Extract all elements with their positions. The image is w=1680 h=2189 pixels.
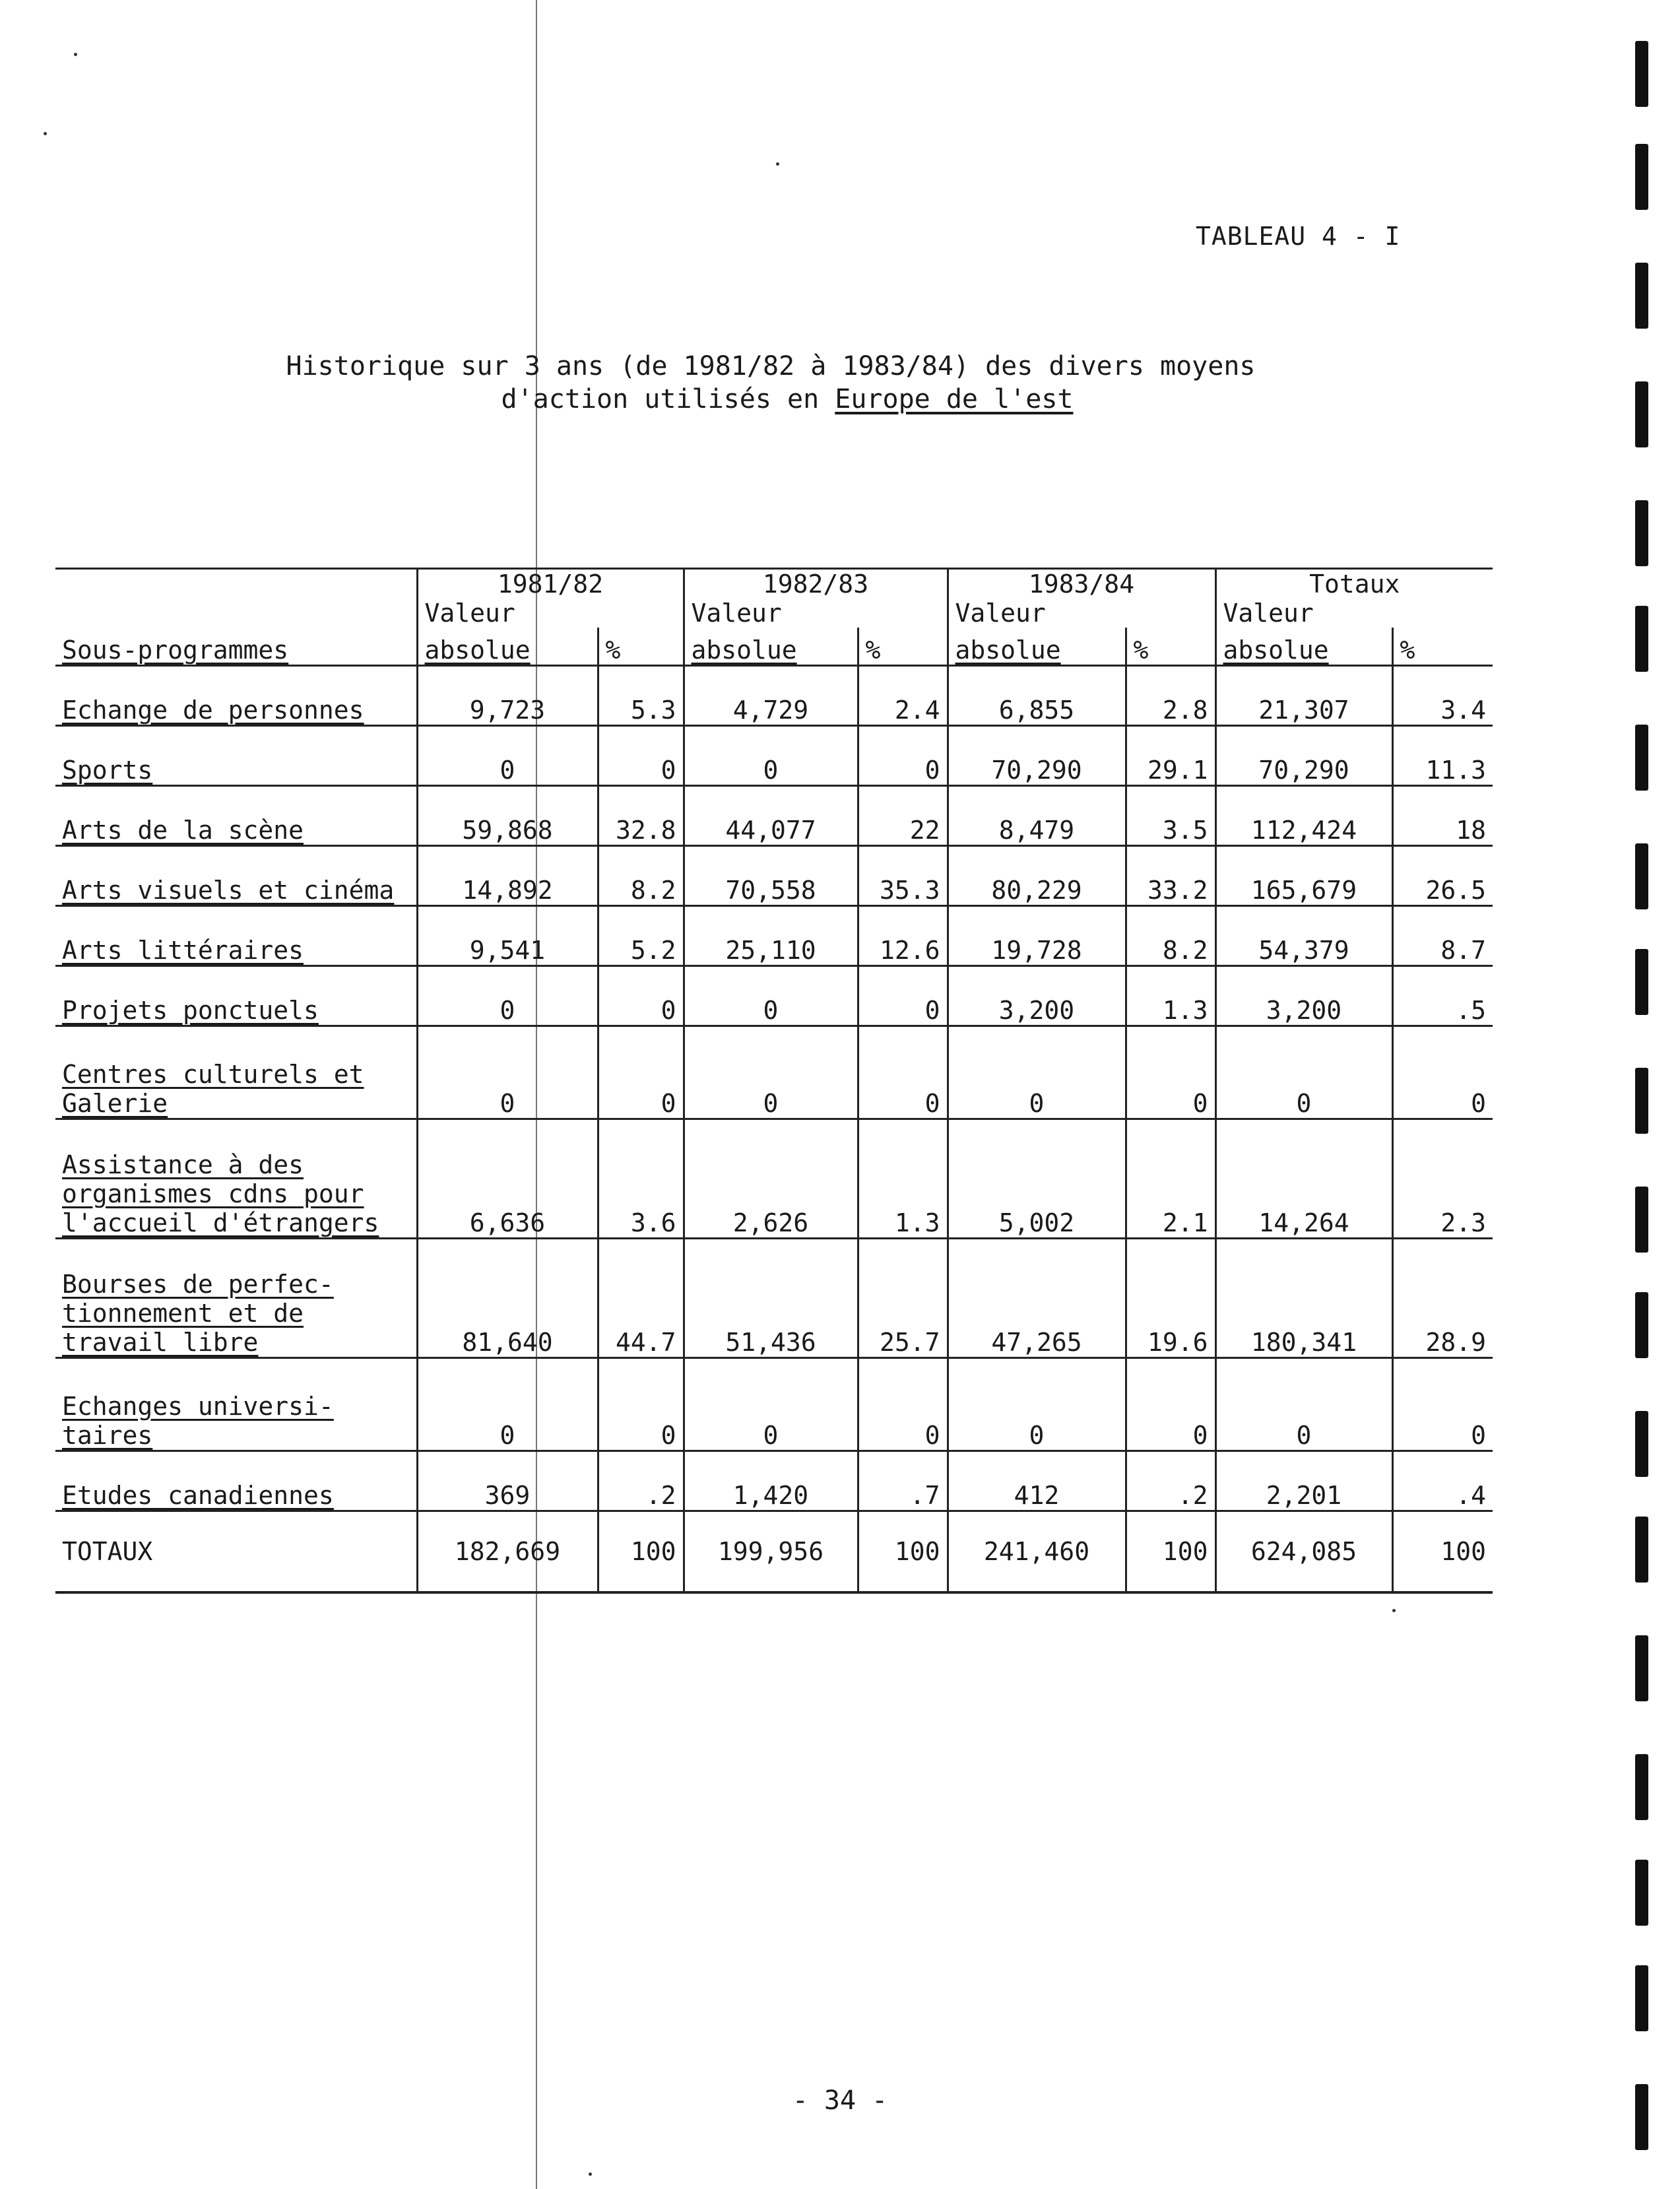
value-cell: 8,479	[948, 786, 1126, 846]
percent-cell: 33.2	[1126, 846, 1215, 906]
percent-cell: 1.3	[1126, 966, 1215, 1026]
table-row	[55, 726, 1493, 786]
row-label: Arts visuels et cinéma	[55, 846, 417, 906]
binder-hole-mark	[1635, 1754, 1648, 1820]
value-cell: 47,265	[948, 1239, 1126, 1358]
value-cell: 0	[417, 966, 598, 1026]
value-header-line2: absolue	[948, 628, 1126, 666]
data-table	[55, 568, 1493, 1594]
value-cell: 9,541	[417, 906, 598, 966]
percent-cell: 0	[598, 726, 684, 786]
title-line-2-prefix: d'action utilisés en	[501, 384, 835, 414]
table-row	[55, 1451, 1493, 1511]
binder-hole-mark	[1635, 843, 1648, 909]
value-cell: 9,723	[417, 666, 598, 726]
percent-cell: 25.7	[858, 1239, 948, 1358]
value-cell: 0	[417, 1026, 598, 1119]
percent-cell: 3.5	[1126, 786, 1215, 846]
row-label-line: travail libre	[62, 1328, 259, 1357]
percent-cell: .4	[1392, 1451, 1493, 1511]
percent-cell: 22	[858, 786, 948, 846]
percent-header: %	[598, 628, 684, 666]
percent-cell: .2	[1126, 1451, 1215, 1511]
percent-cell: 35.3	[858, 846, 948, 906]
value-header-line1: Valeur	[417, 599, 598, 628]
percent-cell: 8.2	[1126, 906, 1215, 966]
percent-cell: 3.6	[598, 1119, 684, 1239]
row-label: Arts littéraires	[55, 906, 417, 966]
scan-speck	[589, 2173, 592, 2176]
value-cell: 51,436	[684, 1239, 858, 1358]
percent-cell: 8.2	[598, 846, 684, 906]
percent-cell: 0	[1126, 1358, 1215, 1451]
value-cell: 54,379	[1215, 906, 1392, 966]
value-header-line2: absolue	[684, 628, 858, 666]
value-header-line2: absolue	[417, 628, 598, 666]
title-line-1: Historique sur 3 ans (de 1981/82 à 1983/84) des divers moyens	[286, 351, 1256, 381]
value-cell: 0	[1215, 1358, 1392, 1451]
table-row	[55, 1239, 1493, 1358]
row-label-line: organismes cdns pour	[62, 1179, 364, 1208]
row-label: Projets ponctuels	[55, 966, 417, 1026]
percent-header: %	[1392, 628, 1493, 666]
percent-cell: 0	[858, 1026, 948, 1119]
row-label-line: Echanges universi-	[62, 1392, 334, 1421]
row-label: Etudes canadiennes	[55, 1451, 417, 1511]
group-header: 1982/83	[684, 569, 948, 599]
document-title	[0, 350, 1680, 416]
value-cell: 25,110	[684, 906, 858, 966]
value-cell: 3,200	[1215, 966, 1392, 1026]
row-label: Echange de personnes	[55, 666, 417, 726]
row-label	[55, 1358, 417, 1451]
binder-hole-mark	[1635, 1635, 1648, 1701]
percent-cell: 0	[1392, 1026, 1493, 1119]
value-cell: 165,679	[1215, 846, 1392, 906]
percent-cell: 100	[598, 1511, 684, 1593]
value-cell: 21,307	[1215, 666, 1392, 726]
value-cell: 4,729	[684, 666, 858, 726]
value-header-line1: Valeur	[1215, 599, 1392, 628]
value-cell: 2,626	[684, 1119, 858, 1239]
percent-cell: 5.3	[598, 666, 684, 726]
percent-cell: 1.3	[858, 1119, 948, 1239]
category-header: Sous-programmes	[55, 569, 417, 666]
percent-cell: .7	[858, 1451, 948, 1511]
row-label-line: Assistance à des	[62, 1150, 304, 1179]
scan-speck	[776, 162, 779, 166]
value-cell: 0	[948, 1026, 1126, 1119]
percent-cell: .5	[1392, 966, 1493, 1026]
group-header: Totaux	[1215, 569, 1493, 599]
group-header: 1983/84	[948, 569, 1215, 599]
binder-hole-mark	[1635, 1965, 1648, 2031]
value-cell: 0	[684, 1358, 858, 1451]
value-cell: 0	[417, 726, 598, 786]
percent-cell: 2.3	[1392, 1119, 1493, 1239]
percent-cell: 18	[1392, 786, 1493, 846]
percent-cell: 11.3	[1392, 726, 1493, 786]
percent-cell: 0	[858, 726, 948, 786]
binder-hole-mark	[1635, 263, 1648, 329]
binder-hole-mark	[1635, 1187, 1648, 1253]
row-label	[55, 1239, 417, 1358]
row-label-line: l'accueil d'étrangers	[62, 1208, 379, 1237]
table-row	[55, 966, 1493, 1026]
value-cell: 6,855	[948, 666, 1126, 726]
value-cell: 70,290	[1215, 726, 1392, 786]
value-header-line2: absolue	[1215, 628, 1392, 666]
row-label-line: taires	[62, 1421, 153, 1450]
value-cell: 199,956	[684, 1511, 858, 1593]
row-label-line: Galerie	[62, 1089, 168, 1118]
binder-hole-mark	[1635, 1517, 1648, 1583]
percent-header: %	[858, 628, 948, 666]
percent-cell: 0	[598, 966, 684, 1026]
row-label: Arts de la scène	[55, 786, 417, 846]
table-row	[55, 1511, 1493, 1593]
percent-header: %	[1126, 628, 1215, 666]
value-cell: 112,424	[1215, 786, 1392, 846]
value-cell: 19,728	[948, 906, 1126, 966]
percent-cell: 0	[1126, 1026, 1215, 1119]
row-label	[55, 1026, 417, 1119]
percent-cell: 2.8	[1126, 666, 1215, 726]
binder-hole-mark	[1635, 41, 1648, 107]
value-cell: 412	[948, 1451, 1126, 1511]
percent-cell: 0	[598, 1358, 684, 1451]
percent-cell: 100	[1392, 1511, 1493, 1593]
percent-cell: 44.7	[598, 1239, 684, 1358]
value-cell: 14,264	[1215, 1119, 1392, 1239]
value-cell: 6,636	[417, 1119, 598, 1239]
percent-cell: 12.6	[858, 906, 948, 966]
value-cell: 0	[1215, 1026, 1392, 1119]
value-cell: 70,558	[684, 846, 858, 906]
row-label-line: tionnement et de	[62, 1299, 304, 1328]
percent-cell: 32.8	[598, 786, 684, 846]
row-label: TOTAUX	[55, 1511, 417, 1593]
value-cell: 369	[417, 1451, 598, 1511]
table-row	[55, 846, 1493, 906]
value-cell: 3,200	[948, 966, 1126, 1026]
percent-cell: 5.2	[598, 906, 684, 966]
binder-hole-mark	[1635, 1860, 1648, 1926]
table-row	[55, 1026, 1493, 1119]
table-row	[55, 666, 1493, 726]
percent-cell: 3.4	[1392, 666, 1493, 726]
value-cell: 81,640	[417, 1239, 598, 1358]
scan-speck	[1392, 1609, 1396, 1612]
value-cell: 70,290	[948, 726, 1126, 786]
percent-cell: 29.1	[1126, 726, 1215, 786]
percent-cell: 28.9	[1392, 1239, 1493, 1358]
percent-cell: 100	[1126, 1511, 1215, 1593]
binder-hole-mark	[1635, 1068, 1648, 1134]
scan-speck	[74, 53, 77, 56]
value-cell: 44,077	[684, 786, 858, 846]
value-cell: 0	[684, 1026, 858, 1119]
value-cell: 80,229	[948, 846, 1126, 906]
binder-hole-mark	[1635, 1411, 1648, 1477]
row-label-line: Centres culturels et	[62, 1060, 364, 1089]
value-cell: 0	[684, 966, 858, 1026]
percent-cell: 0	[1392, 1358, 1493, 1451]
table-row	[55, 1358, 1493, 1451]
page-number: - 34 -	[792, 2085, 888, 2116]
percent-cell: 0	[858, 1358, 948, 1451]
binder-hole-mark	[1635, 1292, 1648, 1358]
value-cell: 0	[684, 726, 858, 786]
group-header: 1981/82	[417, 569, 684, 599]
table-row	[55, 1119, 1493, 1239]
binder-hole-mark	[1635, 725, 1648, 791]
percent-cell: .2	[598, 1451, 684, 1511]
value-header-line1: Valeur	[684, 599, 858, 628]
value-cell: 0	[948, 1358, 1126, 1451]
value-cell: 14,892	[417, 846, 598, 906]
value-cell: 5,002	[948, 1119, 1126, 1239]
percent-cell: 26.5	[1392, 846, 1493, 906]
value-cell: 180,341	[1215, 1239, 1392, 1358]
value-cell: 1,420	[684, 1451, 858, 1511]
binder-hole-mark	[1635, 144, 1648, 210]
value-cell: 59,868	[417, 786, 598, 846]
percent-cell: 2.1	[1126, 1119, 1215, 1239]
value-cell: 182,669	[417, 1511, 598, 1593]
table-label: TABLEAU 4 - I	[1196, 222, 1401, 251]
percent-cell: 0	[598, 1026, 684, 1119]
percent-cell: 19.6	[1126, 1239, 1215, 1358]
value-cell: 624,085	[1215, 1511, 1392, 1593]
binder-hole-mark	[1635, 500, 1648, 566]
table-row	[55, 906, 1493, 966]
row-label-line: Bourses de perfec-	[62, 1270, 334, 1299]
percent-cell: 2.4	[858, 666, 948, 726]
value-cell: 241,460	[948, 1511, 1126, 1593]
binder-hole-mark	[1635, 606, 1648, 672]
value-cell: 0	[417, 1358, 598, 1451]
binder-hole-mark	[1635, 949, 1648, 1015]
row-label: Sports	[55, 726, 417, 786]
scan-speck	[44, 132, 47, 135]
table-row	[55, 786, 1493, 846]
percent-cell: 8.7	[1392, 906, 1493, 966]
percent-cell: 0	[858, 966, 948, 1026]
value-header-line1: Valeur	[948, 599, 1126, 628]
percent-cell: 100	[858, 1511, 948, 1593]
title-region: Europe de l'est	[835, 384, 1074, 414]
value-cell: 2,201	[1215, 1451, 1392, 1511]
row-label	[55, 1119, 417, 1239]
title-line-2	[0, 383, 1680, 416]
